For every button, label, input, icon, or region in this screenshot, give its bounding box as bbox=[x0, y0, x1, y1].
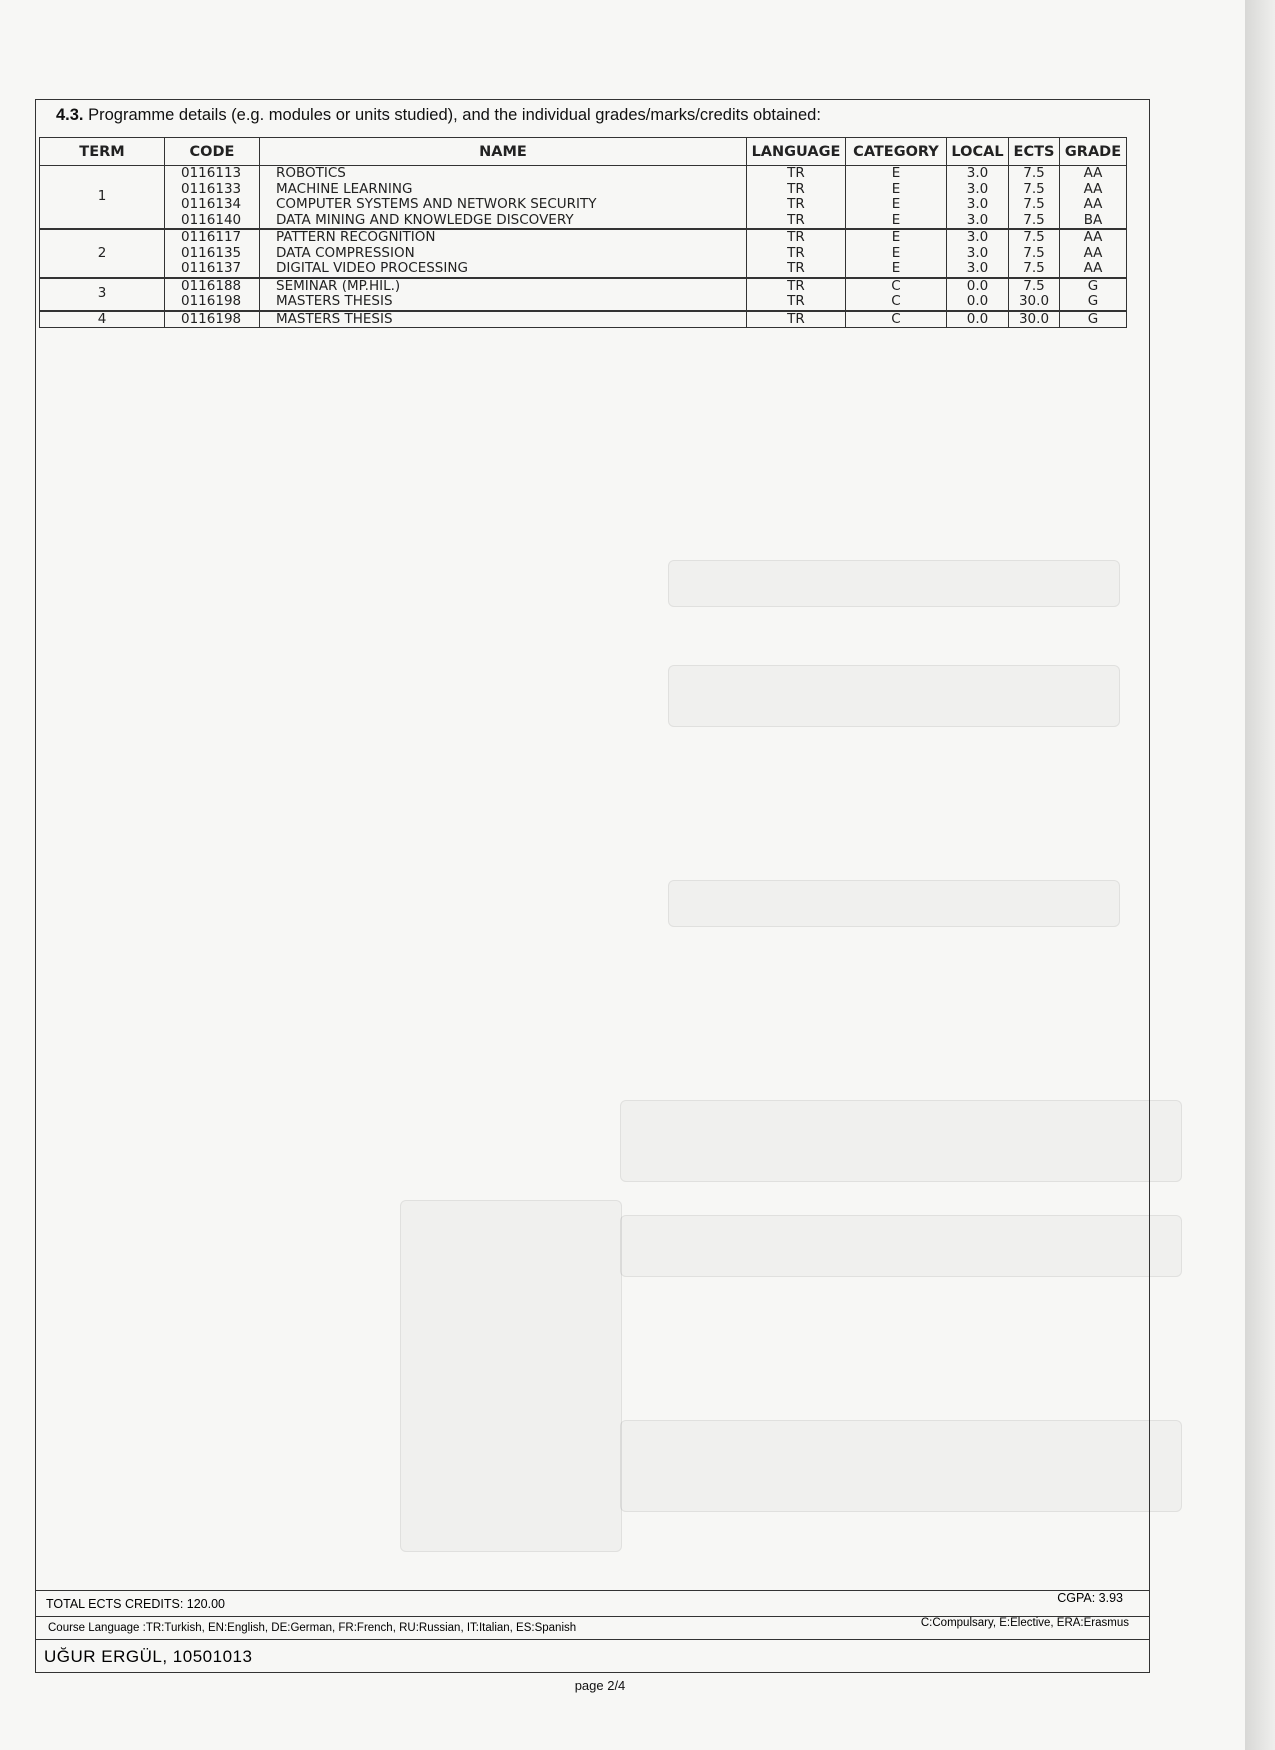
course-category: E bbox=[891, 196, 901, 212]
course-name: DATA COMPRESSION bbox=[276, 244, 415, 261]
student-name-id: UĞUR ERGÜL, 10501013 bbox=[44, 1647, 253, 1666]
category-cell bbox=[846, 166, 947, 230]
programme-details-frame bbox=[35, 99, 1150, 1673]
name-cell bbox=[260, 166, 747, 230]
course-name: MASTERS THESIS bbox=[276, 293, 393, 309]
course-code: 0116133 bbox=[181, 180, 242, 197]
section-number: 4.3. bbox=[56, 106, 84, 124]
course-code: 0116140 bbox=[181, 211, 242, 228]
course-ects: 30.0 bbox=[1018, 293, 1050, 309]
course-grade: G bbox=[1087, 293, 1099, 309]
ects-cell bbox=[1009, 229, 1060, 278]
header-ects: ECTS bbox=[1009, 138, 1060, 166]
course-code: 0116198 bbox=[181, 293, 242, 309]
grade-cell bbox=[1060, 166, 1127, 230]
course-local: 3.0 bbox=[966, 211, 989, 228]
course-local: 3.0 bbox=[966, 196, 989, 212]
ects-cell bbox=[1009, 311, 1060, 328]
local-cell bbox=[947, 278, 1009, 311]
footer-divider bbox=[36, 1590, 1149, 1591]
local-cell bbox=[947, 166, 1009, 230]
table-row bbox=[40, 229, 1127, 278]
grade-cell bbox=[1060, 311, 1127, 328]
course-ects: 30.0 bbox=[1018, 310, 1050, 327]
language-cell bbox=[747, 278, 846, 311]
course-language: TR bbox=[787, 196, 805, 212]
grade-cell bbox=[1060, 278, 1127, 311]
course-category: C bbox=[891, 293, 901, 309]
table-row bbox=[40, 166, 1127, 230]
course-language: TR bbox=[787, 310, 805, 327]
header-language: LANGUAGE bbox=[747, 138, 846, 166]
term-cell: 4 bbox=[40, 311, 165, 328]
language-cell bbox=[747, 229, 846, 278]
header-grade: GRADE bbox=[1060, 138, 1127, 166]
course-ects: 7.5 bbox=[1023, 244, 1045, 261]
course-grade: AA bbox=[1083, 229, 1103, 245]
course-category: E bbox=[891, 260, 901, 276]
table-row bbox=[40, 278, 1127, 311]
grade-cell bbox=[1060, 229, 1127, 278]
course-name: MASTERS THESIS bbox=[276, 310, 393, 327]
course-name: SEMINAR (MP.HIL.) bbox=[276, 277, 401, 294]
course-language: TR bbox=[787, 211, 805, 228]
course-code: 0116134 bbox=[181, 196, 242, 212]
course-ects: 7.5 bbox=[1023, 229, 1045, 245]
course-local: 0.0 bbox=[966, 277, 989, 294]
course-language: TR bbox=[787, 293, 805, 309]
term-cell: 1 bbox=[40, 166, 165, 230]
table-row bbox=[40, 311, 1127, 328]
local-cell bbox=[947, 229, 1009, 278]
course-local: 3.0 bbox=[966, 165, 989, 181]
course-local: 3.0 bbox=[966, 180, 989, 197]
course-ects: 7.5 bbox=[1023, 277, 1045, 294]
table-header-row bbox=[40, 138, 1127, 166]
course-category: C bbox=[891, 277, 901, 294]
course-code: 0116113 bbox=[181, 165, 242, 181]
term-cell: 3 bbox=[40, 278, 165, 311]
course-name: DIGITAL VIDEO PROCESSING bbox=[276, 260, 468, 276]
course-category: E bbox=[891, 180, 901, 197]
category-cell bbox=[846, 278, 947, 311]
course-ects: 7.5 bbox=[1023, 211, 1045, 228]
header-term: TERM bbox=[40, 138, 165, 166]
course-local: 3.0 bbox=[966, 244, 989, 261]
name-cell bbox=[260, 229, 747, 278]
course-code: 0116117 bbox=[181, 229, 242, 245]
name-cell bbox=[260, 278, 747, 311]
section-title bbox=[56, 106, 821, 125]
category-cell bbox=[846, 311, 947, 328]
course-grade: AA bbox=[1083, 180, 1103, 197]
course-grade: G bbox=[1087, 277, 1099, 294]
header-name: NAME bbox=[260, 138, 747, 166]
course-grade: AA bbox=[1083, 244, 1103, 261]
course-local: 0.0 bbox=[966, 310, 989, 327]
course-local: 0.0 bbox=[966, 293, 989, 309]
course-category: E bbox=[891, 229, 901, 245]
course-language: TR bbox=[787, 244, 805, 261]
course-category: E bbox=[891, 211, 901, 228]
course-code: 0116188 bbox=[181, 277, 242, 294]
course-name: COMPUTER SYSTEMS AND NETWORK SECURITY bbox=[276, 196, 597, 212]
code-cell bbox=[165, 229, 260, 278]
course-code: 0116137 bbox=[181, 260, 242, 276]
course-category: E bbox=[891, 165, 901, 181]
category-cell bbox=[846, 229, 947, 278]
course-ects: 7.5 bbox=[1023, 196, 1045, 212]
code-cell bbox=[165, 278, 260, 311]
course-name: MACHINE LEARNING bbox=[276, 180, 413, 197]
term-cell: 2 bbox=[40, 229, 165, 278]
course-name: PATTERN RECOGNITION bbox=[276, 229, 436, 245]
course-ects: 7.5 bbox=[1023, 165, 1045, 181]
total-ects-credits: TOTAL ECTS CREDITS: 120.00 bbox=[46, 1597, 225, 1611]
course-grade: AA bbox=[1083, 196, 1103, 212]
language-cell bbox=[747, 311, 846, 328]
code-cell bbox=[165, 311, 260, 328]
course-language: TR bbox=[787, 260, 805, 276]
footer-divider bbox=[36, 1639, 1149, 1640]
ects-cell bbox=[1009, 278, 1060, 311]
course-ects: 7.5 bbox=[1023, 180, 1045, 197]
course-local: 3.0 bbox=[966, 229, 989, 245]
scanner-background bbox=[1245, 0, 1275, 1750]
header-local: LOCAL bbox=[947, 138, 1009, 166]
cgpa: CGPA: 3.93 bbox=[1057, 1591, 1123, 1605]
course-language: TR bbox=[787, 229, 805, 245]
page-number: page 2/4 bbox=[574, 1678, 626, 1693]
course-grade: AA bbox=[1083, 260, 1103, 276]
course-category: C bbox=[891, 310, 901, 327]
course-code: 0116198 bbox=[181, 310, 242, 327]
language-cell bbox=[747, 166, 846, 230]
course-name: DATA MINING AND KNOWLEDGE DISCOVERY bbox=[276, 211, 574, 228]
local-cell bbox=[947, 311, 1009, 328]
course-name: ROBOTICS bbox=[276, 165, 346, 181]
header-category: CATEGORY bbox=[846, 138, 947, 166]
header-code: CODE bbox=[165, 138, 260, 166]
course-category: E bbox=[891, 244, 901, 261]
course-language: TR bbox=[787, 277, 805, 294]
category-legend: C:Compulsary, E:Elective, ERA:Erasmus bbox=[920, 1617, 1129, 1629]
code-cell bbox=[165, 166, 260, 230]
course-language-legend: Course Language :TR:Turkish, EN:English, DE:German, FR:French, RU:Russian, IT:Italian, ES:Spanish bbox=[48, 1622, 577, 1634]
grades-table bbox=[39, 137, 1127, 328]
course-language: TR bbox=[787, 180, 805, 197]
course-grade: AA bbox=[1083, 165, 1103, 181]
section-heading: Programme details (e.g. modules or units studied), and the individual grades/marks/credits obtained: bbox=[88, 106, 821, 124]
course-language: TR bbox=[787, 165, 805, 181]
ects-cell bbox=[1009, 166, 1060, 230]
course-code: 0116135 bbox=[181, 244, 242, 261]
course-grade: G bbox=[1087, 310, 1099, 327]
name-cell bbox=[260, 311, 747, 328]
course-grade: BA bbox=[1083, 211, 1103, 228]
course-local: 3.0 bbox=[966, 260, 989, 276]
course-ects: 7.5 bbox=[1023, 260, 1045, 276]
